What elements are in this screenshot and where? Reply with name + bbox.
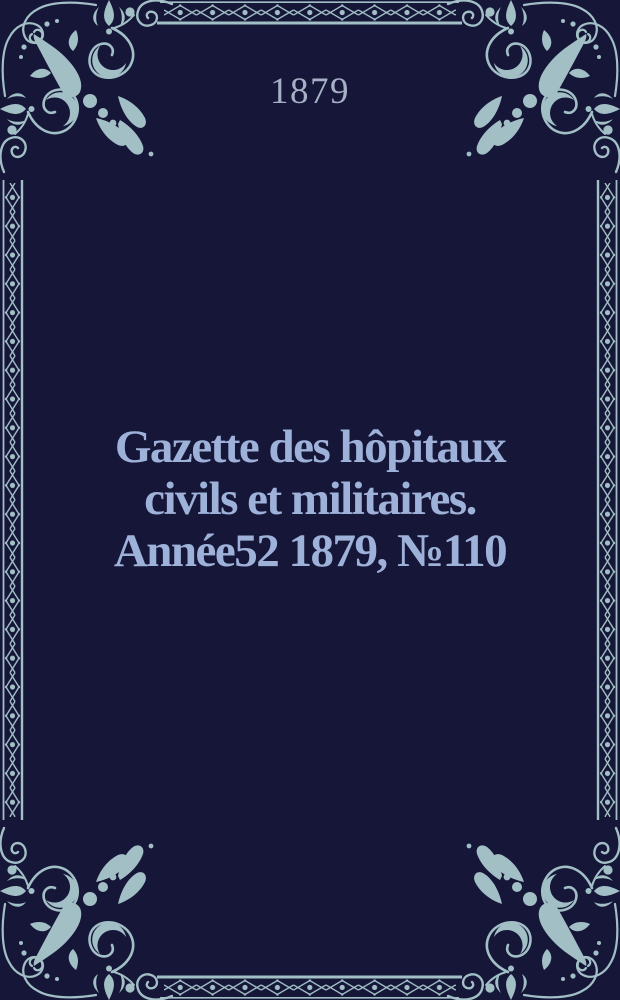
corner-flourish-bottom-right [448, 828, 620, 1000]
diamond-chain-border-top [157, 0, 462, 25]
title-line-3: Année52 1879, №110 [113, 525, 507, 577]
title-line-2: civils et militaires. [144, 473, 476, 525]
diamond-chain-border-bottom [157, 975, 462, 1000]
year-heading: 1879 [270, 71, 350, 112]
cover-title [0, 421, 620, 577]
title-line-1: Gazette des hôpitaux [114, 421, 506, 473]
corner-flourish-bottom-left [0, 828, 172, 1000]
